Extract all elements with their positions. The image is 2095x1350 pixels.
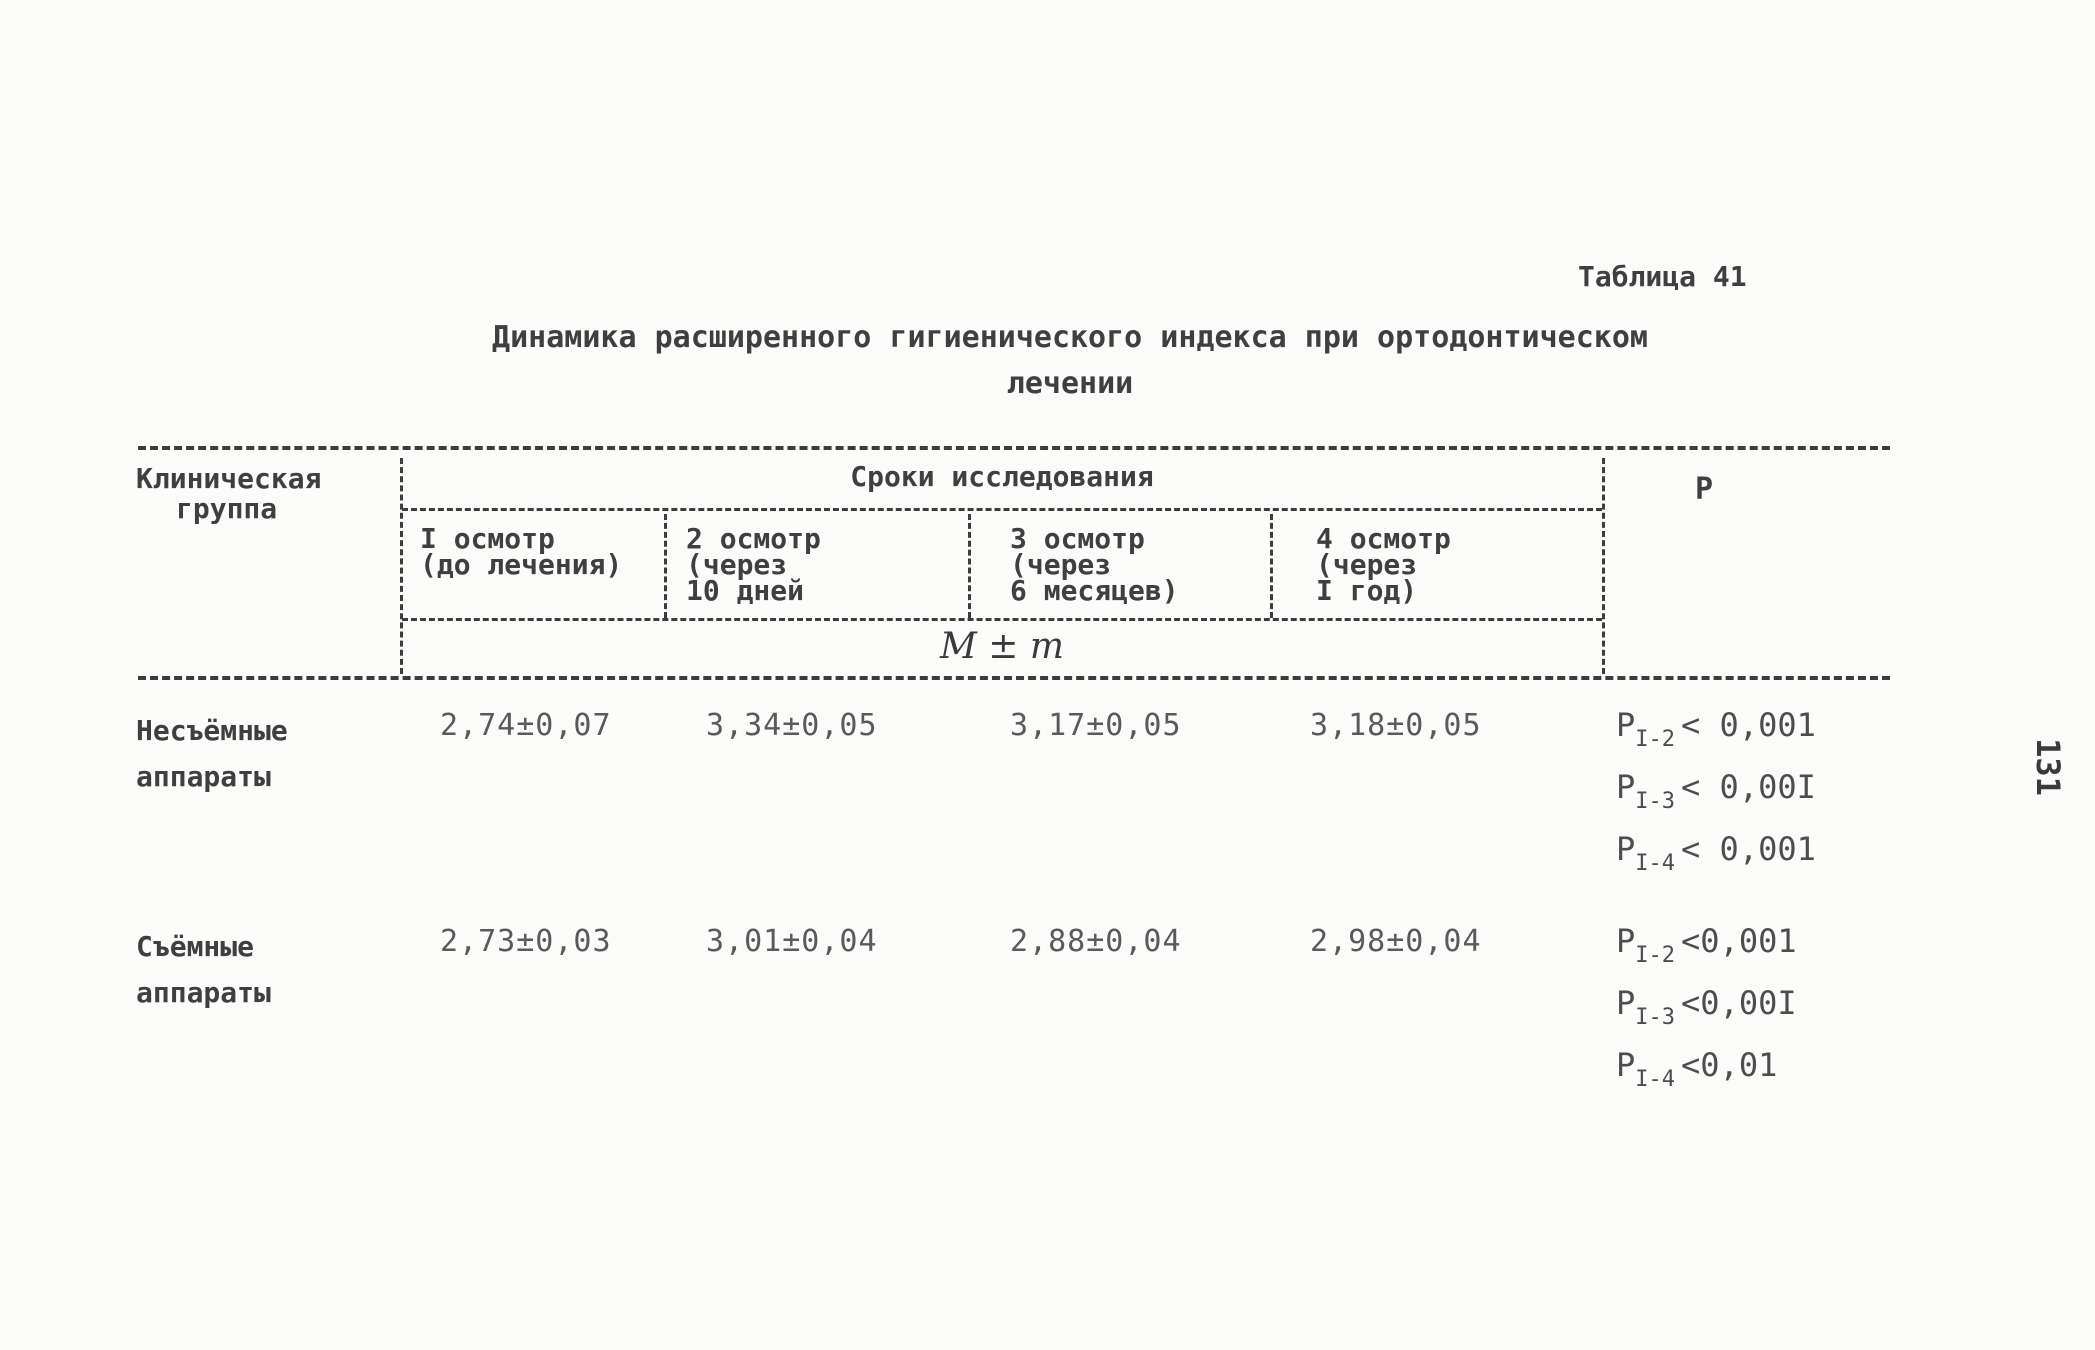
header-bottom-rule [138,676,1890,680]
row-2-group-line-2: аппараты [136,976,271,1009]
row-1-p-1-sub: I-2 [1635,727,1676,752]
visit-2-line-1: 2 осмотр [686,522,821,555]
row-2-value-2: 3,01±0,04 [706,924,878,959]
row-2-p-1: $P_{I-2} <0,001$ [1616,922,1797,968]
header-group-line-2: группа [176,492,278,525]
row-1-p-2: $P_{I-3} < 0,00I$ [1616,768,1816,814]
row-1-p-3-text: < 0,001 [1681,830,1816,868]
header-stat: M ± m [939,626,1065,667]
row-1-value-1: 2,74±0,07 [440,708,612,743]
visit-3-line-3: 6 месяцев) [1010,574,1179,607]
col-sep-visit-3 [968,514,971,618]
row-1-p-3-sub: I-4 [1635,851,1676,876]
visit-4-line-3: I год) [1316,574,1418,607]
row-1-group-line-1: Несъёмные [136,714,288,747]
row-2-p-2-sub: I-3 [1635,1005,1676,1030]
table-label: Таблица 41 [1578,260,1747,293]
row-2-p-1-sub: I-2 [1635,943,1676,968]
table-top-rule [138,446,1890,450]
row-2-p-2-text: <0,00I [1681,984,1797,1022]
row-2-p-2: $P_{I-3} <0,00I$ [1616,984,1797,1030]
visit-3-line-2: (через [1010,548,1112,581]
row-2-value-4: 2,98±0,04 [1310,924,1482,959]
row-2-p-values [1616,924,1797,1110]
row-2-p-3-sub: I-4 [1635,1067,1676,1092]
row-1-p-3: $P_{I-4} < 0,001$ [1616,830,1816,876]
col-sep-visit-4 [1270,514,1273,618]
visit-1-line-1: I осмотр [420,522,555,555]
row-1-p-1-text: < 0,001 [1681,706,1816,744]
header-visit-1 [420,522,623,581]
table-title-line-1: Динамика расширенного гигиенического индекса при ортодонтическом [492,320,1648,355]
visit-4-line-1: 4 осмотр [1316,522,1451,555]
visits-underline [402,618,1602,621]
row-2-group [136,924,271,1016]
header-visit-2 [686,522,821,607]
row-1-p-2-sub: I-3 [1635,789,1676,814]
header-terms: Сроки исследования [850,460,1154,493]
row-1-value-3: 3,17±0,05 [1010,708,1182,743]
visit-4-line-2: (через [1316,548,1418,581]
header-visit-4 [1316,522,1451,607]
row-2-p-1-text: <0,001 [1681,922,1797,960]
row-2-value-3: 2,88±0,04 [1010,924,1182,959]
row-1-p-values [1616,708,1816,894]
row-1-group-line-2: аппараты [136,760,271,793]
row-2-group-line-1: Съёмные [136,930,255,963]
row-2-value-1: 2,73±0,03 [440,924,612,959]
row-1-group [136,708,288,800]
visit-3-line-1: 3 осмотр [1010,522,1145,555]
visit-2-line-2: (через [686,548,788,581]
row-2-p-3: $P_{I-4} <0,01$ [1616,1046,1778,1092]
visit-2-line-3: 10 дней [686,574,805,607]
table-title-line-2: лечении [1006,366,1134,401]
row-2-p-3-text: <0,01 [1681,1046,1778,1084]
header-p: P [1694,472,1714,507]
header-visit-3 [1010,522,1179,607]
page-number: 131 [2029,738,2067,796]
col-sep-visit-2 [664,514,667,618]
row-1-p-2-text: < 0,00I [1681,768,1816,806]
terms-underline [402,508,1602,511]
visit-1-line-2: (до лечения) [420,548,623,581]
row-1-p-1: $P_{I-2} < 0,001$ [1616,706,1816,752]
row-1-value-4: 3,18±0,05 [1310,708,1482,743]
header-group-line-1: Клиническая [136,462,322,495]
row-1-value-2: 3,34±0,05 [706,708,878,743]
